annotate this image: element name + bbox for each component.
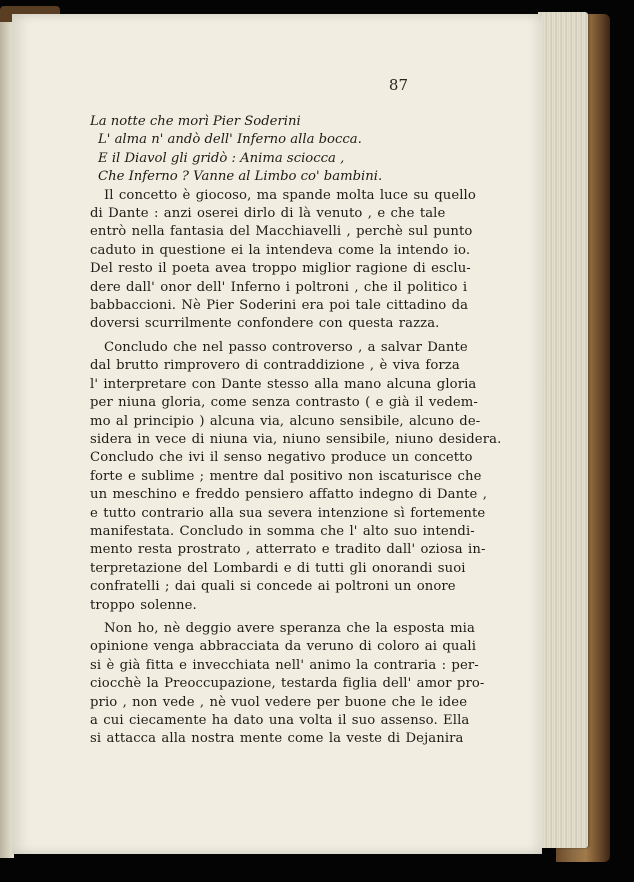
text-line: si è già fitta e invecchiata nell' animo la contraria : per-: [90, 657, 479, 673]
page-text: [76, 113, 502, 749]
text-line: sidera in vece di niuna via, niuno sensibile, niuno desidera.: [90, 431, 502, 447]
verse-line: L' alma n' andò dell' Inferno alla bocca.: [98, 132, 362, 148]
text-line: a cui ciecamente ha dato una volta il suo assenso. Ella: [90, 713, 470, 728]
text-line: un meschino e freddo pensiero affatto indegno di Dante ,: [90, 487, 488, 503]
text-line: confratelli ; dai quali si concede ai poltroni un onore: [90, 579, 456, 595]
text-line: Il concetto è giocoso, ma spande molta luce su quello: [104, 187, 476, 203]
verse-line: E il Diavol gli gridò : Anima sciocca ,: [98, 150, 345, 166]
text-line: per niuna gloria, come senza contrasto ( e già il vedem-: [90, 395, 478, 411]
text-line: dal brutto rimprovero di contraddizione , è viva forza: [90, 358, 460, 374]
text-line: Non ho, nè deggio avere speranza che la esposta mia: [104, 620, 475, 636]
paragraph: [76, 187, 476, 334]
verse-line: Che Inferno ? Vanne al Limbo co' bambini.: [98, 169, 383, 185]
text-line: e tutto contrario alla sua severa intenzione sì fortemente: [90, 505, 486, 521]
text-line: caduto in questione ei la intendeva come la intendo io.: [90, 242, 471, 258]
page-number: 87: [388, 76, 408, 94]
text-line: prio , non vede , nè vuol vedere per buone che le idee: [90, 694, 468, 710]
text-line: mento resta prostrato , atterrato e tradito dall' oziosa in-: [90, 542, 486, 558]
text-line: entrò nella fantasia del Macchiavelli , perchè sul punto: [90, 224, 473, 240]
text-line: doversi scurrilmente confondere con questa razza.: [90, 316, 440, 332]
page-edges: [538, 12, 588, 848]
text-line: forte e sublime ; mentre dal positivo non iscaturisce che: [90, 468, 482, 484]
text-line: Concludo che ivi il senso negativo produce un concetto: [90, 450, 473, 466]
text-line: l' interpretare con Dante stesso alla mano alcuna gloria: [90, 376, 477, 392]
text-line: opinione venga abbracciata da veruno di coloro ai quali: [90, 639, 477, 655]
verse-line: La notte che morì Pier Soderini: [90, 114, 301, 129]
paragraph: [76, 620, 485, 749]
paragraph: [76, 339, 502, 615]
text-line: Concludo che nel passo controverso , a salvar Dante: [104, 339, 468, 355]
text-line: ciocchè la Preoccupazione, testarda figlia dell' amor pro-: [90, 676, 485, 692]
text-line: terpretazione del Lombardi e di tutti gli onorandi suoi: [90, 560, 466, 576]
quoted-verse: [76, 113, 416, 187]
text-line: dere dall' onor dell' Inferno i poltroni , che il politico i: [90, 279, 468, 295]
text-line: si attacca alla nostra mente come la veste di Dejanira: [90, 731, 464, 747]
text-line: Del resto il poeta avea troppo miglior ragione di esclu-: [90, 261, 471, 277]
text-line: troppo solenne.: [90, 597, 197, 613]
text-line: mo al principio ) alcuna via, alcuno sensibile, alcuno de-: [90, 413, 481, 429]
text-line: manifestata. Concludo in somma che l' alto suo intendi-: [90, 523, 475, 539]
text-line: babbaccioni. Nè Pier Soderini era poi tale cittadino da: [90, 298, 469, 314]
text-line: di Dante : anzi oserei dirlo di là venuto , e che tale: [90, 206, 446, 222]
